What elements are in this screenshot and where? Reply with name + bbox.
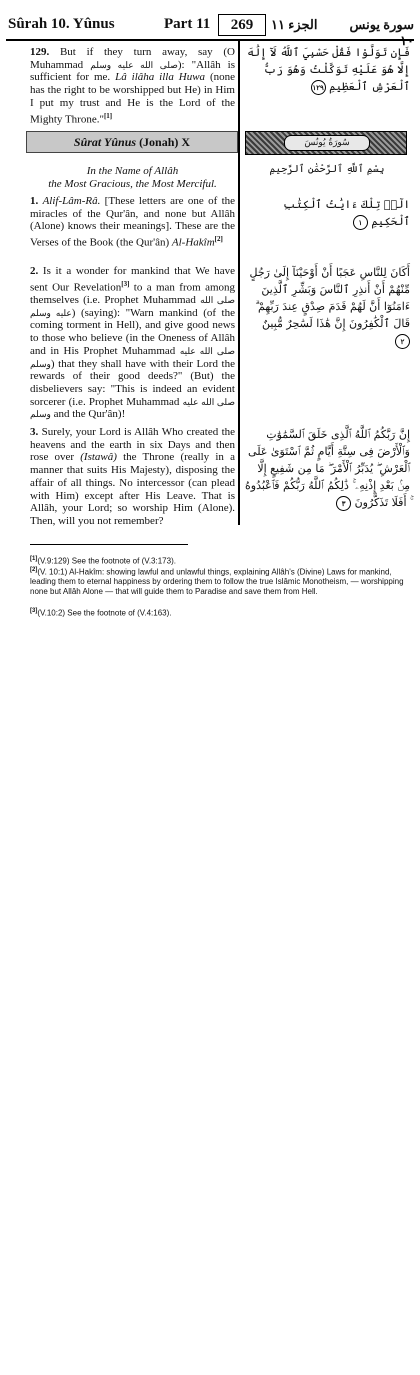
footnote	[30, 566, 415, 596]
arabic-verse-text: أَكَانَ لِلنَّاسِ عَجَبًا أَنْ أَوْحَيْنَآ إِلَىٰ رَجُلٍ مِّنْهُمْ أَنْ أَنذِرِ ٱلنَّاسَ وَبَشِّرِ ٱلَّذِينَ ءَامَنُوٓا أَنَّ لَهُمْ قَدَمَ صِدْقٍ عِندَ رَبِّهِمْ ۗ قَالَ ٱلْكَٰفِرُونَ إِنَّ هَٰذَا لَسَٰحِرٌ مُّبِينٌ	[249, 266, 410, 330]
page-number: 269	[218, 14, 266, 36]
salawat-text: صلى الله عليه وسلم	[30, 345, 235, 369]
transliteration: Lâ ilâha illa Huwa	[115, 71, 206, 84]
verse-2-translation	[30, 265, 235, 421]
arabic-verse-text: الٓرۚ تِلْكَ ءَايَٰتُ ٱلْكِتَٰبِ ٱلْحَكِيمِ	[283, 198, 410, 228]
verse-number: 129.	[30, 46, 50, 58]
verse-3-arabic	[244, 426, 410, 511]
footnote-mark: [1]	[30, 556, 38, 562]
footnote-text: (V.10:2) See the footnote of (V.4:163).	[37, 608, 172, 618]
surah-title-banner	[26, 131, 238, 153]
header-rule	[6, 39, 414, 41]
bismillah-line-1: In the Name of Allâh	[86, 165, 179, 177]
salawat-text: صلى الله عليه وسلم	[30, 295, 236, 318]
verse-3-translation	[30, 426, 235, 528]
arabic-juz-label: الجزء ١١	[271, 17, 318, 32]
footnote-marker: [1]	[103, 111, 113, 120]
footnote	[30, 555, 415, 566]
verse-text: to a man from among themselves (i.e. Prophet Muhammad	[30, 281, 236, 307]
verse-text: the Throne (really in a manner that suits His Majesty), disposing the affair of all things. No intercessor (can plead with Him) except after His Leave. That is Allâh, your Lord; so worship Him (Alone). Then, will you not remember?	[30, 451, 235, 527]
salawat-text: صلى الله عليه وسلم	[90, 59, 178, 70]
surah-name: Sûrat Yûnus	[73, 135, 137, 149]
part-label: Part 11	[164, 16, 211, 32]
arabic-surah-title: سُورَةُ يُونُسَ	[284, 135, 370, 151]
verse-number: 3.	[30, 426, 39, 438]
salawat-text: صلى الله عليه وسلم	[30, 396, 235, 420]
running-header	[6, 14, 414, 38]
verse-text: ): "Allâh is sufficient for me.	[30, 58, 235, 84]
verse-text: But if they turn away, say (O Muhammad	[30, 46, 235, 71]
bismillah-translation	[30, 165, 235, 191]
arabic-surah-title-frame	[245, 131, 407, 155]
footnote-text: (V.9:129) See the footnote of (V.3:173).	[37, 556, 176, 566]
verse-number: 1.	[30, 195, 39, 207]
verse-number-marker: ١٢٩	[311, 80, 326, 95]
verse-number-marker: ٣	[336, 496, 351, 511]
verse-number-marker: ٢	[395, 334, 410, 349]
term: Al-Hakîm	[171, 236, 215, 249]
footnote-rule	[30, 544, 188, 545]
bismillah-line-2: the Most Gracious, the Most Merciful.	[48, 178, 217, 190]
arabic-verse-text: إِنَّ رَبَّكُمُ ٱللَّهُ ٱلَّذِى خَلَقَ ٱلسَّمَٰوَٰتِ وَٱلْأَرْضَ فِى سِتَّةِ أَيَّامٍ ثُمَّ ٱسْتَوَىٰ عَلَى ٱلْعَرْشِ ۖ يُدَبِّرُ ٱلْأَمْرَ ۖ مَا مِن شَفِيعٍ إِلَّا مِنۢ بَعْدِ إِذْنِهِۦ ۚ ذَٰلِكُمُ ٱللَّهُ رَبُّكُمْ فَٱعْبُدُوهُ ۚ أَفَلَا تَذَكَّرُونَ	[245, 428, 410, 509]
verse-number-marker: ١	[353, 215, 368, 230]
verse-text: [These letters are one of the miracles of the Qur'ân, and none but Allâh (Alone) knows their meanings]. These are the Verses of the Book (the Qur'ân)	[30, 195, 236, 249]
verse-text: ) that they shall have with their Lord the rewards of their good deeds?" (But) the disbelievers say: "This is indeed an evident sorcerer (i.e. Prophet Muhammad	[30, 357, 235, 408]
verse-text: ) (saying): "Warn mankind (of the coming torment in Hell), and give good news to those who believe (in the Oneness of Allâh and in His Prophet Muhammad	[30, 306, 235, 357]
verse-text: Surely, your Lord is Allâh Who created the heavens and the earth in six Days and then rose over	[30, 426, 236, 464]
verse-1-arabic	[244, 196, 410, 230]
surah-subtitle: (Jonah) X	[136, 135, 191, 149]
footnote-marker: [2]	[214, 235, 223, 244]
column-divider	[238, 40, 240, 525]
surah-label: Sûrah 10. Yûnus	[8, 16, 115, 32]
arabic-bismillah: بِسْمِ ٱللَّهِ ٱلرَّحْمَٰنِ ٱلرَّحِيمِ	[269, 164, 385, 175]
arabic-verse-text: فَإِن تَوَلَّوْا فَقُلْ حَسْبِيَ ٱللَّهُ لَآ إِلَٰهَ إِلَّا هُوَ عَلَيْهِ تَوَكَّلْتُ وَهُوَ رَبُّ ٱلْعَرْشِ ٱلْعَظِيمِ	[247, 46, 410, 93]
verse-2-arabic	[244, 264, 410, 349]
term: (Istawâ)	[80, 451, 117, 464]
verse-text: and the Qur'ân)!	[53, 408, 126, 421]
verse-129-arabic	[244, 44, 410, 95]
footnote-marker: [3]	[121, 279, 130, 288]
footnote-mark: [2]	[30, 567, 38, 573]
transliteration: Alif-Lâm-Râ.	[42, 195, 101, 207]
verse-text: Is it a wonder for mankind that We have sent Our Revelation	[30, 265, 235, 294]
verse-1-translation	[30, 195, 235, 249]
verse-129-translation	[30, 46, 235, 126]
footnote-text: (V. 10:1) Al-Hakîm: showing lawful and unlawful things, explaining Allâh's (Divine) Laws for mankind, leading them to eternal happiness by ordering them to follow the true Islâmic Monotheism, — worshipping none but Allâh Alone — that will guide them to Paradise and save them from Hell.	[30, 567, 404, 596]
footnote-mark: [3]	[30, 608, 38, 614]
footnote	[30, 607, 415, 618]
verse-text: (none has the right to be worshipped but He) in Him I put my trust and He is the Lord of the Mighty Throne."	[30, 71, 236, 126]
verse-number: 2.	[30, 265, 39, 277]
arabic-surah-label: سورة يونس	[349, 17, 414, 32]
